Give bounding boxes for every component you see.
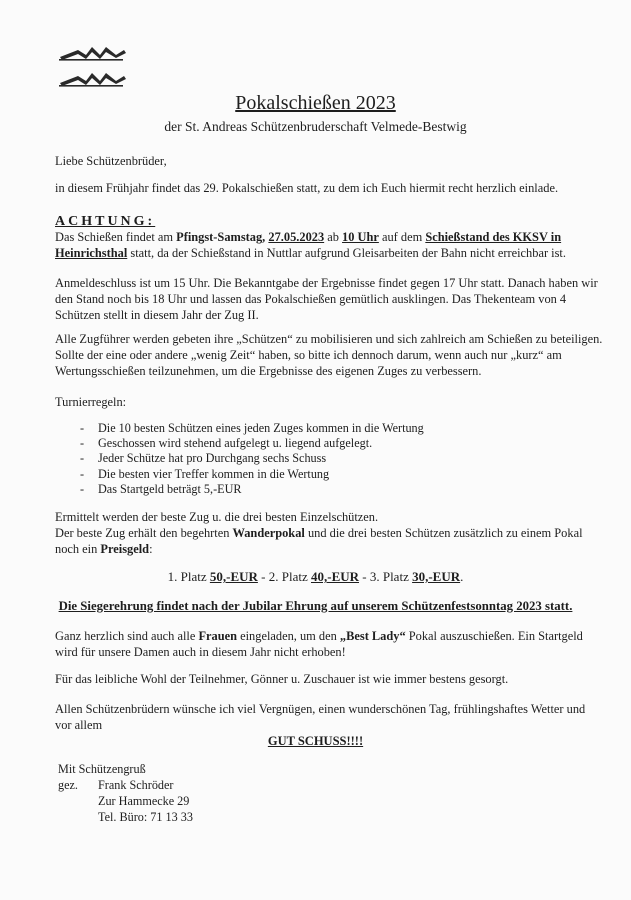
- leaders-paragraph: Alle Zugführer werden gebeten ihre „Schützen“ zu mobilisieren und sich zahlreich am Schießen zu beteiligen. Sollte der eine oder andere „wenig Zeit“ haben, so bitte ich dennoch darum, wenn auch nur „kurz“ am Wertungsschießen teilzunehmen, um die Ergebnisse des eigenen Zuges zu verbessern.: [55, 332, 603, 378]
- page-subtitle: der St. Andreas Schützenbruderschaft Velmede-Bestwig: [164, 119, 467, 134]
- ceremony-notice: Die Siegerehrung findet nach der Jubilar Ehrung auf unserem Schützenfestsonntag 2023 statt.: [58, 599, 573, 613]
- women-paragraph: Ganz herzlich sind auch alle Frauen eingeladen, um den „Best Lady“ Pokal auszuschießen. Ein Startgeld wird für unsere Damen auch in diesem Jahr nicht erhoben!: [55, 629, 583, 659]
- rules-list: [80, 421, 424, 497]
- prize-money-line: 1. Platz 50,-EUR - 2. Platz 40,-EUR - 3. Platz 30,-EUR.: [167, 569, 464, 584]
- logo-icon: [58, 44, 128, 92]
- winners-paragraph: Ermittelt werden der beste Zug u. die drei besten Einzelschützen. Der beste Zug erhält den begehrten Wanderpokal und die drei besten Schützen zusätzlich zu einem Pokal noch ein Preisgeld:: [55, 510, 583, 556]
- list-item: - Geschossen wird stehend aufgelegt u. liegend aufgelegt.: [80, 436, 424, 451]
- signature-phone: Tel. Büro: 71 13 33: [98, 810, 193, 824]
- list-item: - Das Startgeld beträgt 5,-EUR: [80, 482, 424, 497]
- signature-street: Zur Hammecke 29: [98, 794, 190, 808]
- list-item: - Die 10 besten Schützen eines jeden Zuges kommen in die Wertung: [80, 421, 424, 436]
- wellbeing-paragraph: Für das leibliche Wohl der Teilnehmer, Gönner u. Zuschauer ist wie immer bestens gesorgt.: [55, 672, 509, 686]
- achtung-heading: ACHTUNG:: [55, 214, 156, 229]
- signature-gez: gez.: [58, 778, 78, 792]
- closing-paragraph: Allen Schützenbrüdern wünsche ich viel Vergnügen, einen wunderschönen Tag, frühlingshaftes Wetter und vor allem: [55, 702, 586, 732]
- achtung-paragraph: Das Schießen findet am Pfingst-Samstag, 27.05.2023 ab 10 Uhr auf dem Schießstand des KKSV in Heinrichsthal statt, da der Schießstand in Nuttlar aufgrund Gleisarbeiten der Bahn nicht erreichbar ist.: [55, 230, 566, 260]
- signature-name: Frank Schröder: [98, 778, 174, 792]
- rules-heading: Turnierregeln:: [55, 395, 127, 409]
- page-title: Pokalschießen 2023: [235, 92, 396, 114]
- list-item: - Die besten vier Treffer kommen in die Wertung: [80, 467, 424, 482]
- intro-paragraph: in diesem Frühjahr findet das 29. Pokalschießen statt, zu dem ich Euch hiermit recht herzlich einlade.: [55, 181, 559, 195]
- gut-schuss: GUT SCHUSS!!!!: [267, 734, 364, 748]
- greeting: Liebe Schützenbrüder,: [55, 154, 167, 168]
- registration-paragraph: Anmeldeschluss ist um 15 Uhr. Die Bekanntgabe der Ergebnisse findet gegen 17 Uhr statt. Danach haben wir den Stand noch bis 18 Uhr und lassen das Pokalschießen gemütlich ausklingen. Das Thekenteam von 4 Schützen stellt in diesem Jahr der Zug II.: [55, 276, 598, 322]
- list-item: - Jeder Schütze hat pro Durchgang sechs Schuss: [80, 451, 424, 466]
- signature-greeting: Mit Schützengruß: [58, 762, 146, 776]
